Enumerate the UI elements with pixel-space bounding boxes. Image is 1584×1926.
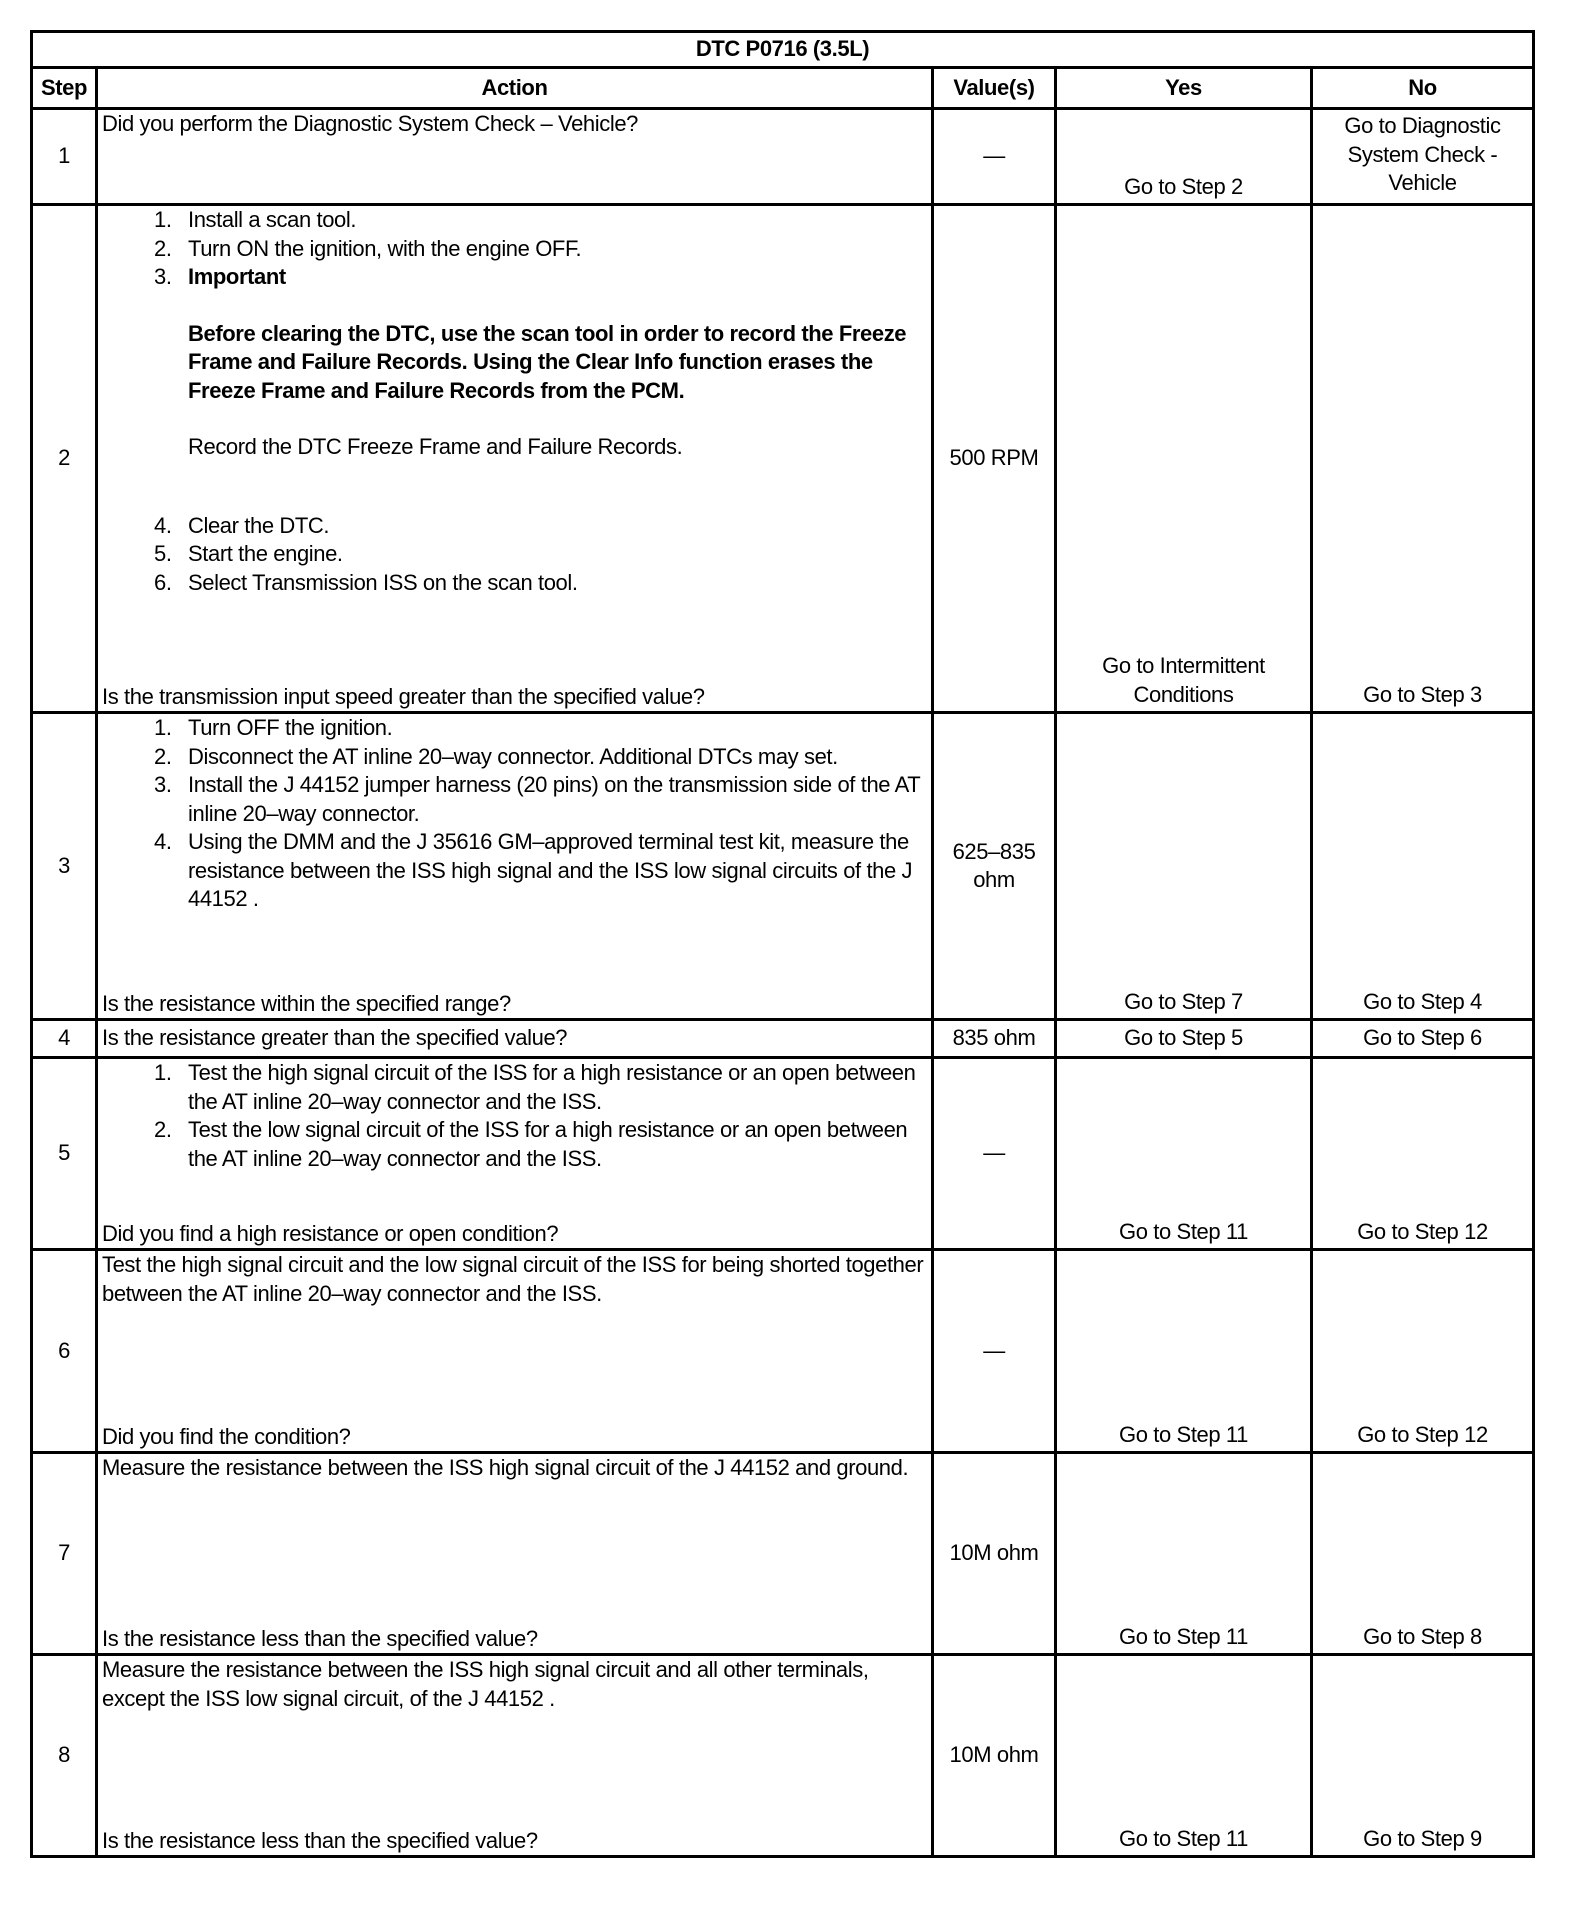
step-number: 4: [32, 1020, 97, 1058]
action-cell: [97, 1020, 933, 1058]
item-content: [188, 569, 927, 598]
action-question: Is the resistance less than the specified value?: [102, 1625, 538, 1651]
yes-result: Go to Step 2: [1056, 109, 1312, 205]
yes-result: Go to Step 5: [1056, 1020, 1312, 1058]
step-number: 3: [32, 713, 97, 1020]
value-cell: 10M ohm: [933, 1453, 1056, 1655]
value-cell: —: [933, 1250, 1056, 1453]
no-result: Go to Step 4: [1312, 713, 1534, 1020]
item-number: 3.: [154, 772, 172, 797]
action-intro: Test the high signal circuit and the low signal circuit of the ISS for being shorted together between the AT inline 20–way connector and the ISS.: [102, 1252, 924, 1306]
action-list-item: [102, 771, 927, 828]
action-content: [102, 206, 927, 711]
item-number: 3.: [154, 264, 172, 289]
item-text: Test the high signal circuit of the ISS for a high resistance or an open between the AT inline 20–way connector and the ISS.: [188, 1060, 916, 1114]
no-result: Go to Step 3: [1312, 205, 1534, 713]
action-intro: Measure the resistance between the ISS high signal circuit and all other terminals, except the ISS low signal circuit, of the J 44152 .: [102, 1657, 869, 1711]
action-question: Is the resistance within the specified range?: [102, 990, 511, 1016]
item-note: Before clearing the DTC, use the scan tool in order to record the Freeze Frame and Failure Records. Using the Clear Info function erases the Freeze Frame and Failure Records from the PCM.: [188, 320, 907, 403]
item-text: Install a scan tool.: [188, 207, 357, 232]
action-intro: Measure the resistance between the ISS high signal circuit of the J 44152 and ground.: [102, 1455, 909, 1480]
yes-result: Go to Step 11: [1056, 1655, 1312, 1857]
item-content: [188, 743, 927, 772]
action-body: [102, 206, 927, 597]
table-row: [32, 1655, 1534, 1857]
item-number: 1.: [154, 715, 172, 740]
action-question: Did you find a high resistance or open condition?: [102, 1220, 559, 1246]
action-cell: [97, 205, 933, 713]
action-content: [102, 714, 927, 1018]
action-body: [102, 1024, 927, 1053]
header-values: Value(s): [933, 68, 1056, 109]
step-number: 1: [32, 109, 97, 205]
item-text: Start the engine.: [188, 541, 343, 566]
item-content: [188, 235, 927, 264]
header-yes: Yes: [1056, 68, 1312, 109]
step-number: 5: [32, 1058, 97, 1250]
no-result: Go to Step 9: [1312, 1655, 1534, 1857]
no-result: Go to Diagnostic System Check - Vehicle: [1312, 109, 1534, 205]
yes-result: Go to Step 11: [1056, 1058, 1312, 1250]
action-list-item: [102, 569, 927, 598]
item-text: Clear the DTC.: [188, 512, 330, 538]
action-intro: Did you perform the Diagnostic System Check – Vehicle?: [102, 111, 638, 136]
diagnostic-table: [30, 30, 1535, 1858]
yes-result: Go to Step 11: [1056, 1453, 1312, 1655]
action-body: [102, 110, 927, 139]
item-number: 2.: [154, 1117, 172, 1142]
action-content: [102, 1024, 927, 1053]
action-content: [102, 1059, 927, 1248]
value-cell: —: [933, 109, 1056, 205]
item-number: 4.: [154, 512, 172, 538]
item-content: [188, 540, 927, 569]
item-text: Disconnect the AT inline 20–way connector. Additional DTCs may set.: [188, 743, 838, 769]
item-number: 5.: [154, 541, 172, 566]
action-list-item: [102, 828, 927, 914]
item-text: Turn ON the ignition, with the engine OFF.: [188, 235, 582, 261]
item-content: [188, 206, 927, 235]
value-cell: 625–835 ohm: [933, 713, 1056, 1020]
item-text: Using the DMM and the J 35616 GM–approved terminal test kit, measure the resistance between the ISS high signal and the ISS low signal circuits of the J 44152 .: [188, 829, 913, 911]
action-list-item: [102, 1059, 927, 1116]
action-content: [102, 1251, 927, 1451]
header-step: Step: [32, 68, 97, 109]
item-text: Install the J 44152 jumper harness (20 pins) on the transmission side of the AT inline 20–way connector.: [188, 772, 920, 826]
value-cell: 500 RPM: [933, 205, 1056, 713]
spacer: [102, 462, 927, 512]
item-note: Record the DTC Freeze Frame and Failure Records.: [188, 434, 683, 459]
item-content: [188, 512, 927, 541]
action-list-item: [102, 540, 927, 569]
action-body: [102, 1454, 927, 1483]
table-title: DTC P0716 (3.5L): [32, 32, 1534, 68]
action-intro: Is the resistance greater than the specified value?: [102, 1025, 568, 1051]
action-cell: [97, 109, 933, 205]
yes-result: Go to Intermittent Conditions: [1056, 205, 1312, 713]
item-content: [188, 263, 927, 462]
action-body: [102, 1251, 927, 1308]
action-question: Is the resistance less than the specified value?: [102, 1827, 538, 1853]
item-number: 2.: [154, 235, 172, 261]
action-list-item: [102, 714, 927, 743]
action-list-item: [102, 206, 927, 235]
item-content: [188, 771, 927, 828]
action-cell: [97, 713, 933, 1020]
no-result: Go to Step 12: [1312, 1058, 1534, 1250]
action-content: [102, 110, 927, 203]
table-row: [32, 1453, 1534, 1655]
action-cell: [97, 1250, 933, 1453]
step-number: 7: [32, 1453, 97, 1655]
table-row: [32, 205, 1534, 713]
action-list-item: [102, 235, 927, 264]
action-list-item: [102, 1116, 927, 1173]
item-number: 4.: [154, 829, 172, 854]
header-action: Action: [97, 68, 933, 109]
action-list-item: [102, 512, 927, 541]
yes-result: Go to Step 7: [1056, 713, 1312, 1020]
value-cell: —: [933, 1058, 1056, 1250]
action-body: [102, 1656, 927, 1713]
action-cell: [97, 1655, 933, 1857]
step-number: 8: [32, 1655, 97, 1857]
action-body: [102, 714, 927, 914]
header-no: No: [1312, 68, 1534, 109]
item-text: Turn OFF the ignition.: [188, 715, 393, 740]
table-row: [32, 109, 1534, 205]
step-number: 2: [32, 205, 97, 713]
table-row: [32, 1020, 1534, 1058]
item-number: 1.: [154, 207, 172, 232]
item-content: [188, 828, 927, 914]
item-text: Select Transmission ISS on the scan tool.: [188, 569, 578, 595]
item-text: Test the low signal circuit of the ISS for a high resistance or an open between the AT inline 20–way connector and the ISS.: [188, 1117, 908, 1171]
table-row: [32, 1250, 1534, 1453]
item-content: [188, 1059, 927, 1116]
value-cell: 10M ohm: [933, 1655, 1056, 1857]
item-number: 6.: [154, 569, 172, 595]
no-result: Go to Step 12: [1312, 1250, 1534, 1453]
action-body: [102, 1059, 927, 1173]
value-cell: 835 ohm: [933, 1020, 1056, 1058]
yes-result: Go to Step 11: [1056, 1250, 1312, 1453]
item-content: [188, 714, 927, 743]
item-text: Important: [188, 264, 286, 289]
table-row: [32, 1058, 1534, 1250]
action-list-item: [102, 743, 927, 772]
action-content: [102, 1454, 927, 1653]
table-row: [32, 713, 1534, 1020]
item-content: [188, 1116, 927, 1173]
action-cell: [97, 1453, 933, 1655]
item-number: 1.: [154, 1060, 172, 1085]
action-list-item: [102, 263, 927, 462]
action-content: [102, 1656, 927, 1855]
action-question: Is the transmission input speed greater than the specified value?: [102, 683, 705, 709]
item-number: 2.: [154, 743, 172, 769]
step-number: 6: [32, 1250, 97, 1453]
action-question: Did you find the condition?: [102, 1423, 351, 1449]
no-result: Go to Step 6: [1312, 1020, 1534, 1058]
no-result: Go to Step 8: [1312, 1453, 1534, 1655]
action-cell: [97, 1058, 933, 1250]
